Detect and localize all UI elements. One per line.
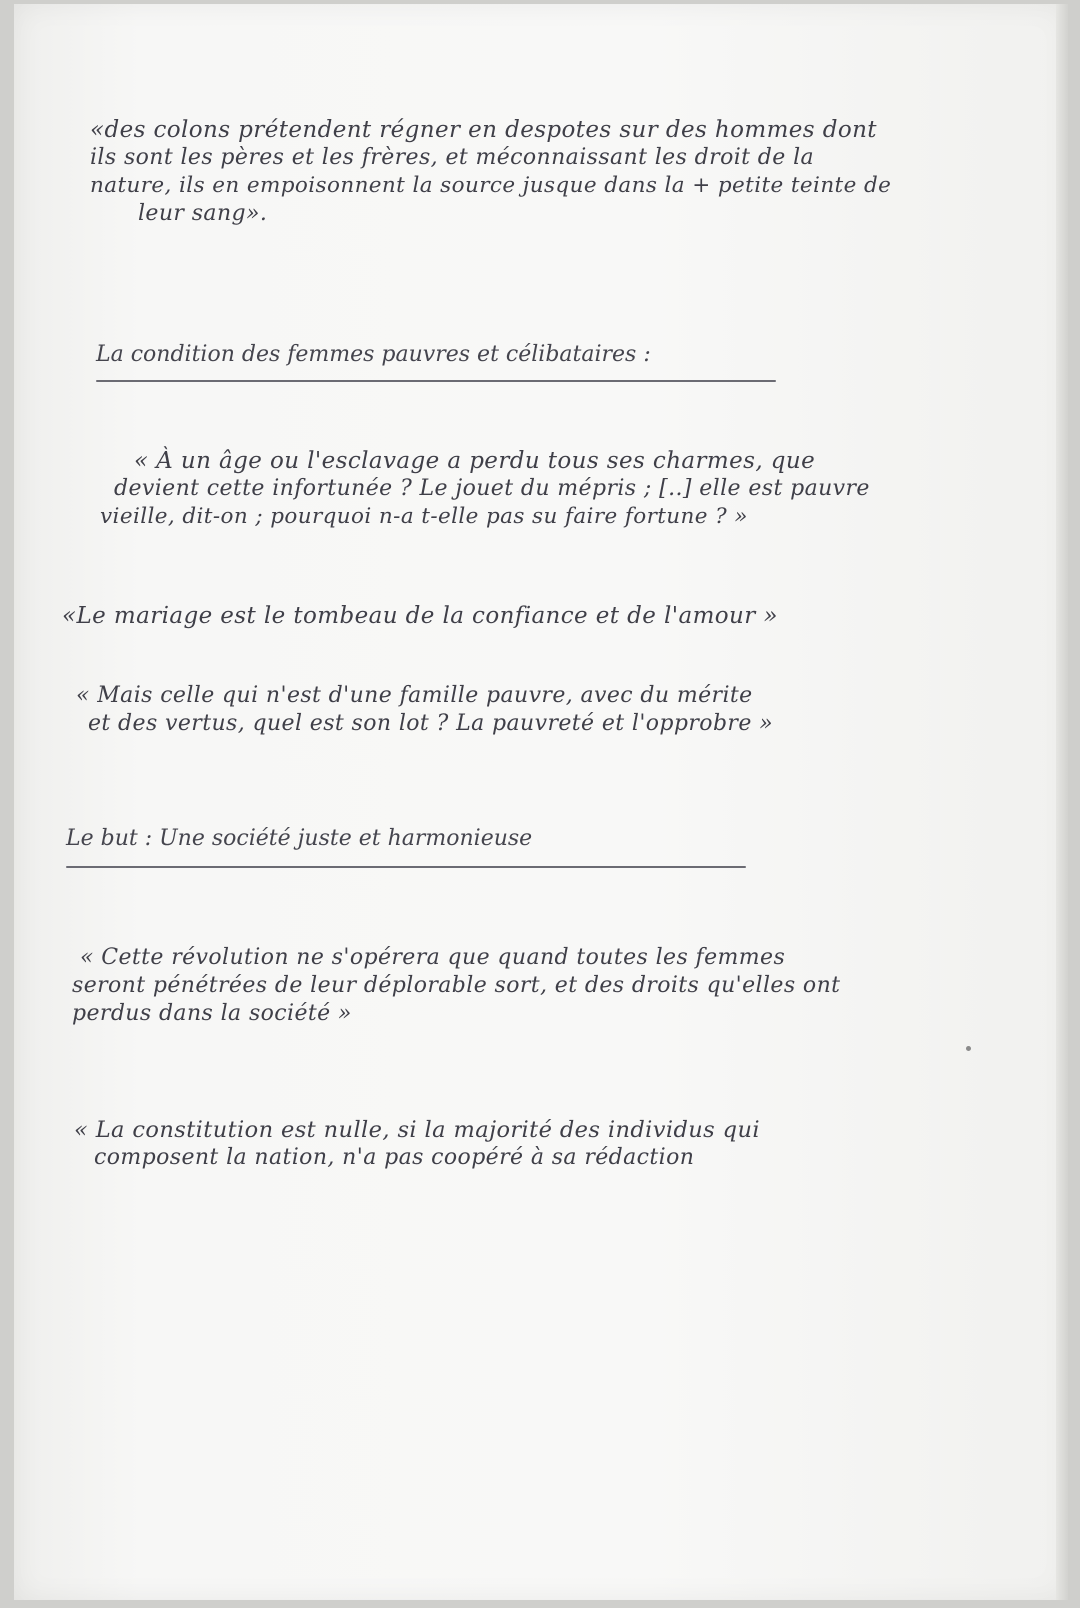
quote-line: ils sont les pères et les frères, et méconnaissant les droit de la <box>90 145 815 170</box>
quote-mariage <box>62 602 778 630</box>
quote-famille-pauvre <box>76 682 773 738</box>
notebook-page <box>14 4 1068 1600</box>
quote-line: et des vertus, quel est son lot ? La pauvreté et l'opprobre » <box>88 711 774 736</box>
quote-line: « La constitution est nulle, si la majorité des individus qui <box>74 1117 760 1143</box>
quote-line: perdus dans la société » <box>72 1001 352 1026</box>
quote-line: « Cette révolution ne s'opérera que quand toutes les femmes <box>80 945 786 970</box>
quote-line: devient cette infortunée ? Le jouet du mépris ; [..] elle est pauvre <box>114 476 870 501</box>
section-heading-condition: La condition des femmes pauvres et célibataires : <box>96 342 651 367</box>
heading-underline <box>66 866 746 868</box>
heading-underline <box>96 380 776 382</box>
quote-line: vieille, dit-on ; pourquoi n-a t-elle pas su faire fortune ? » <box>100 504 748 529</box>
quote-line: leur sang». <box>138 201 268 226</box>
paper-speck <box>966 1046 971 1051</box>
quote-colons <box>90 116 891 228</box>
quote-constitution <box>74 1116 760 1172</box>
quote-line: «des colons prétendent régner en despotes sur des hommes dont <box>90 117 877 143</box>
quote-line: composent la nation, n'a pas coopéré à sa rédaction <box>94 1145 695 1170</box>
page-edge <box>1056 4 1068 1600</box>
section-heading-but: Le but : Une société juste et harmonieuse <box>66 826 533 851</box>
quote-line: seront pénétrées de leur déplorable sort, et des droits qu'elles ont <box>72 973 841 998</box>
quote-infortunee <box>100 447 870 531</box>
quote-revolution <box>72 944 840 1028</box>
quote-line: nature, ils en empoisonnent la source jusque dans la + petite teinte de <box>90 173 892 198</box>
quote-line: « À un âge ou l'esclavage a perdu tous ses charmes, que <box>134 448 816 474</box>
quote-line: « Mais celle qui n'est d'une famille pauvre, avec du mérite <box>76 683 753 708</box>
quote-line: «Le mariage est le tombeau de la confiance et de l'amour » <box>62 603 778 629</box>
